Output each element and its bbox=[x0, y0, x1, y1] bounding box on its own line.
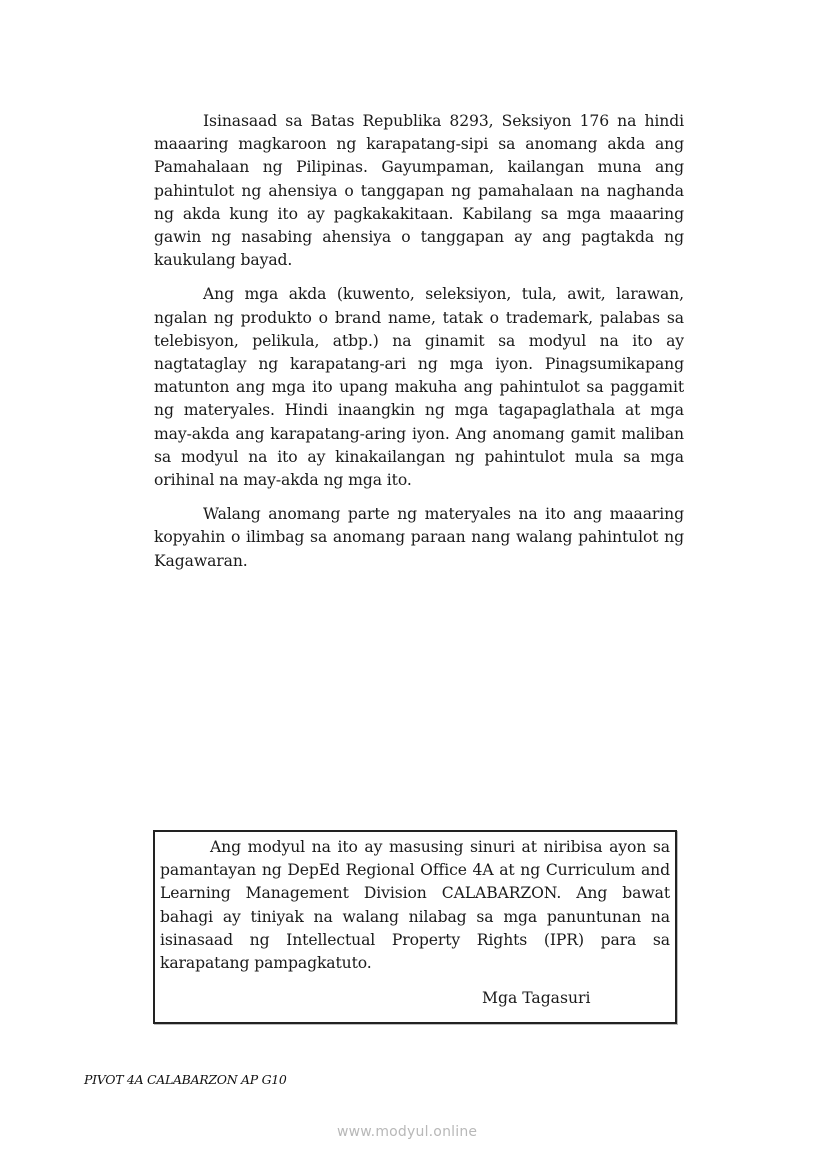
paragraph-reproduction-notice: Walang anomang parte ng materyales na ito ang maaaring kopyahin o ilimbag sa anomang paraan nang walang pahintulot ng Kagawaran. bbox=[154, 505, 684, 570]
paragraph-copyright-law: Isinasaad sa Batas Republika 8293, Seksiyon 176 na hindi maaaring magkaroon ng karapatang-sipi sa anomang akda ang Pamahalaan ng Pilipinas. Gayumpaman, kailangan muna ang pahintulot ng ahensiya o tanggapan ng pamahalaan na naghanda ng akda kung ito ay pagkakakitaan. Kabilang sa mga maaaring gawin ng nasabing ahensiya o tanggapan ay ang pagtakda ng kaukulang bayad. bbox=[154, 112, 684, 270]
review-notice-box bbox=[153, 830, 677, 1024]
review-notice-text: Ang modyul na ito ay masusing sinuri at niribisa ayon sa pamantayan ng DepEd Regional Office 4A at ng Curriculum and Learning Management Division CALABARZON. Ang bawat bahagi ay tiniyak na walang nilabag sa mga panuntunan na isinasaad ng Intellectual Property Rights (IPR) para sa karapatang pampagkatuto. bbox=[160, 838, 670, 973]
copyright-section bbox=[154, 110, 684, 584]
watermark: www.modyul.online bbox=[337, 1124, 478, 1140]
paragraph-materials-ownership: Ang mga akda (kuwento, seleksiyon, tula, awit, larawan, ngalan ng produkto o brand name, tatak o trademark, palabas sa telebisyon, pelikula, atbp.) na ginamit sa modyul na ito ay nagtataglay ng karapatang-ari ng mga iyon. Pinagsumikapang matunton ang mga ito upang makuha ang pahintulot sa paggamit ng materyales. Hindi inaangkin ng mga tagapaglathala at mga may-akda ang karapatang-aring iyon. Ang anomang gamit maliban sa modyul na ito ay kinakailangan ng pahintulot mula sa mga orihinal na may-akda ng mga ito. bbox=[154, 285, 684, 490]
footer-label: PIVOT 4A CALABARZON AP G10 bbox=[84, 1072, 287, 1087]
review-signature: Mga Tagasuri bbox=[482, 989, 591, 1007]
